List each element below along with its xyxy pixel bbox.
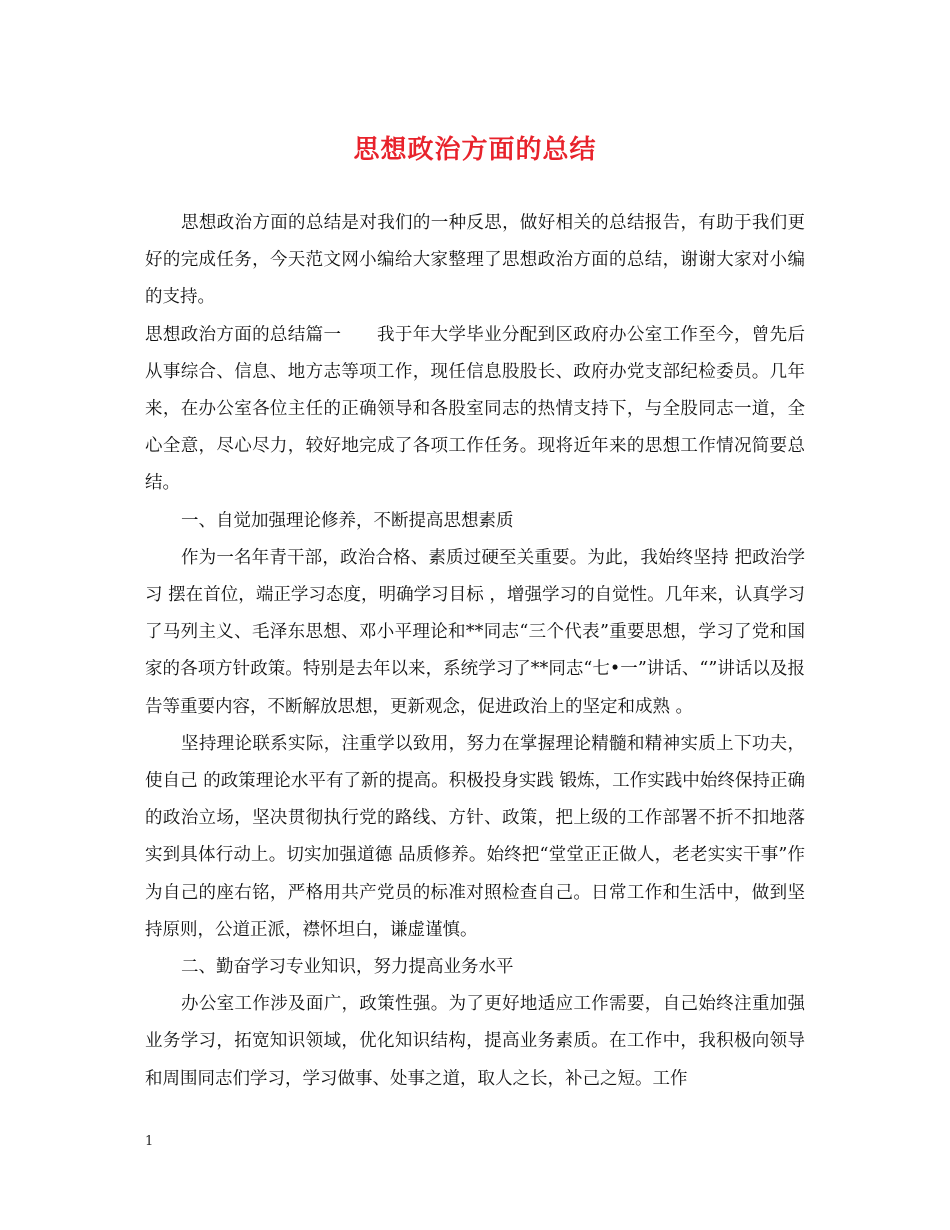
document-body bbox=[145, 205, 805, 1098]
heading-professional-study: 二、勤奋学习专业知识，努力提高业务水平 bbox=[181, 957, 514, 978]
paragraph-political-study: 作为一名年青干部，政治合格、素质过硬至关重要。为此，我始终坚持 把政治学习 摆在首位，端正学习态度，明确学习目标 ，增强学习的自觉性。几年来，认真学习了马列主义、毛泽东思想、邓小平理论和**同志“三个代表”重要思想，学习了党和国家的各项方针政策。特别是去年以来，系统学习了**同志“七•一”讲话、“”讲话以及报告等重要内容，不断解放思想，更新观念，促进政治上的坚定和成熟 。 bbox=[145, 547, 805, 717]
paragraph-theory-practice: 坚持理论联系实际，注重学以致用，努力在掌握理论精髓和精神实质上下功夫，使自己 的政策理论水平有了新的提高。积极投身实践 锻炼，工作实践中始终保持正确的政治立场，坚决贯彻执行党的路线、方针、政策，把上级的工作部署不折不扣地落实到具体行动上。切实加强道德 品质修养。始终把“堂堂正正做人，老老实实干事”作为自己的座右铭，严格用共产党员的标准对照检查自己。日常工作和生活中，做到坚持原则，公道正派，襟怀坦白，谦虚谨慎。 bbox=[145, 733, 805, 940]
paragraph-office-work: 办公室工作涉及面广，政策性强。为了更好地适应工作需要，自己始终注重加强业务学习，拓宽知识领域，优化知识结构，提高业务素质。在工作中，我积极向领导和周围同志们学习，学习做事、处事之道，取人之长，补己之短。工作 bbox=[145, 994, 805, 1089]
heading-theory-cultivation: 一、自觉加强理论修养，不断提高思想素质 bbox=[181, 510, 514, 531]
paragraph-intro: 思想政治方面的总结是对我们的一种反思，做好相关的总结报告，有助于我们更好的完成任务，今天范文网小编给大家整理了思想政治方面的总结，谢谢大家对小编的支持。 bbox=[145, 213, 805, 308]
paragraph-section-one-opening: 思想政治方面的总结篇一 我于年大学毕业分配到区政府办公室工作至今，曾先后从事综合、信息、地方志等项工作，现任信息股股长、政府办党支部纪检委员。几年来，在办公室各位主任的正确领导和各股室同志的热情支持下，与全股同志一道，全心全意，尽心尽力，较好地完成了各项工作任务。现将近年来的思想工作情况简要总结。 bbox=[145, 324, 805, 494]
document-title: 思想政治方面的总结 bbox=[353, 135, 597, 165]
page-number: 1 bbox=[145, 1134, 154, 1149]
